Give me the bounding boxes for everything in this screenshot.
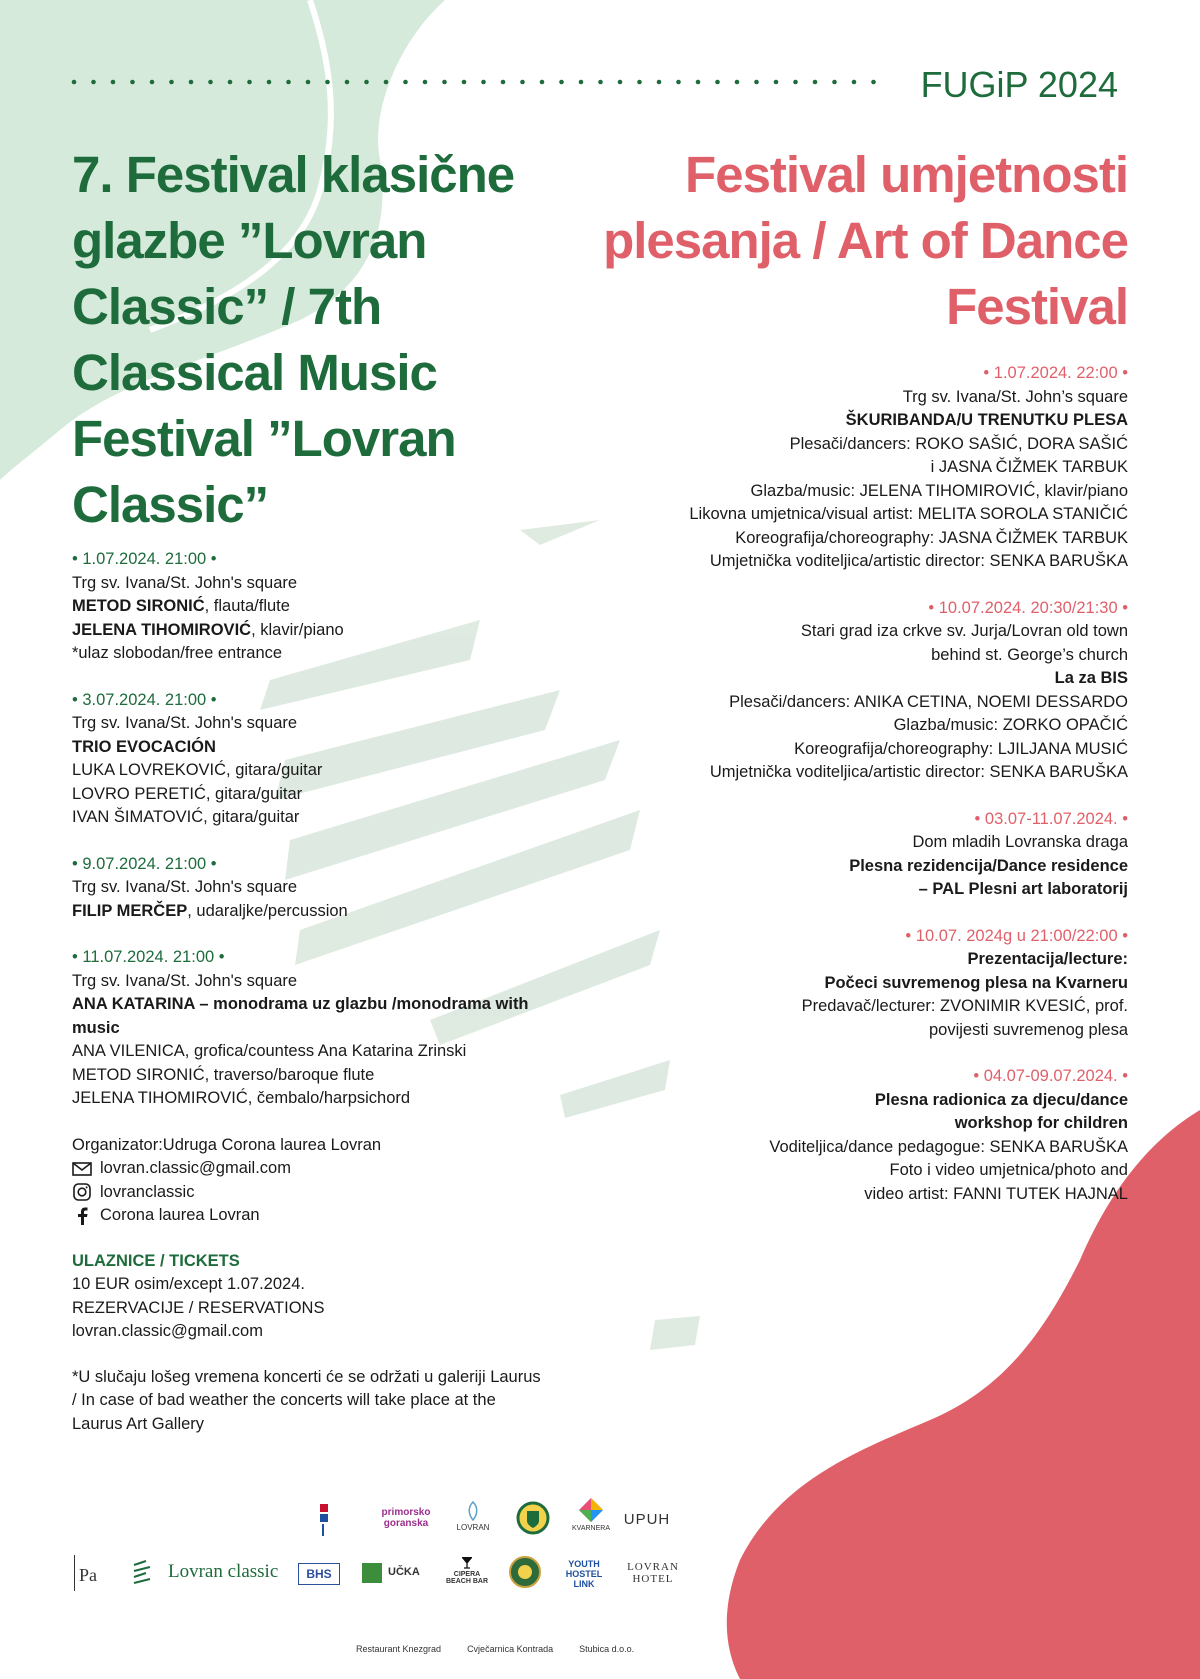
divider-dot [72,80,77,85]
kvarnera-logo [568,1497,614,1532]
performer-role: IVAN ŠIMATOVIĆ, gitara/guitar [72,808,300,826]
sponsor-name: Restaurant Knezgrad [356,1644,442,1654]
event-detail: Dom mladih Lovranska draga [912,833,1128,851]
facebook-row[interactable] [72,1204,542,1228]
primorsko-goranska-logo: primorsko goranska [381,1507,431,1529]
event-headline: Plesna radionica za djecu/dance [874,1090,1128,1109]
divider-dot [481,80,486,85]
event-headline: Počeci suvremenog plesa na Kvarneru [824,973,1128,992]
envelope-icon [72,1160,92,1178]
lovran-leaf-icon [466,1501,480,1521]
lovran-municipality-text: LOVRAN [456,1523,490,1532]
dance-events [568,362,1128,1206]
event-performer [72,806,542,830]
lovran-classic-logo [132,1555,279,1595]
performer-role: JELENA TIHOMIROVIĆ, čembalo/harpsichord [72,1089,411,1107]
lovran-hotel-logo: LOVRAN HOTEL [627,1561,679,1585]
divider-dot [267,80,272,85]
classical-festival-title: 7. Festival klasične glazbe ”Lovran Classic” / 7th Classical Music Festival ”Lovran Classic” [72,146,515,533]
round-emblem-logo [508,1555,542,1589]
divider-dot [208,80,213,85]
divider-dot [501,80,506,85]
lovran-classic-logo-text: Lovran classic [168,1561,279,1582]
divider-dot [540,80,545,85]
divider-dot [754,80,759,85]
event-detail: Umjetnička voditeljica/artistic director: SENKA BARUŠKA [709,763,1128,781]
event-date: • 11.07.2024. 21:00 • [72,948,225,966]
dance-program [568,362,1128,1229]
event-detail: behind st. George’s church [931,645,1128,664]
divider-dot [111,80,116,85]
divider-dot [520,80,525,85]
event-detail: Koreografija/choreography: LJILJANA MUSIĆ [794,739,1128,758]
instagram-row[interactable] [72,1181,542,1205]
divider-dot [325,80,330,85]
festival-brand: FUGiP 2024 [920,64,1118,105]
crest-logo [516,1501,550,1535]
event-performer [72,783,542,807]
event-performer [72,900,542,924]
cocktail-icon [462,1557,472,1569]
event-headline: Plesna rezidencija/Dance residence [849,856,1128,875]
lovran-municipality-logo [450,1501,496,1532]
event-detail: Likovna umjetnica/visual artist: MELITA SOROLA STANIČIĆ [689,505,1128,523]
lovran-classic-leaf-icon [132,1559,162,1589]
event-performer [72,619,542,643]
event-detail: Glazba/music: JELENA TIHOMIROVIĆ, klavir/piano [750,481,1128,500]
event-date: • 03.07-11.07.2024. • [974,809,1128,828]
divider-dot [306,80,311,85]
divider-dot [657,80,662,85]
event-date: • 1.07.2024. 22:00 • [983,364,1128,382]
logo-strip [70,1495,750,1645]
event-headline: ŠKURIBANDA/U TRENUTKU PLESA [845,411,1128,429]
event-detail: Koreografija/choreography: JASNA ČIŽMEK TARBUK [735,528,1128,547]
divider-dot [130,80,135,85]
performer-name: FILIP MERČEP [72,901,188,920]
performer-role: LOVRO PERETIĆ, gitara/guitar [72,784,303,803]
event-date: • 3.07.2024. 21:00 • [72,690,217,709]
divider-dot [384,80,389,85]
event-detail: i JASNA ČIŽMEK TARBUK [930,458,1128,476]
sponsor-name: Cvječarnica Kontrada [467,1644,554,1654]
event-venue: Trg sv. Ivana/St. John's square [72,971,298,990]
performer-name: METOD SIRONIĆ [72,597,205,615]
performer-role: LUKA LOVREKOVIĆ, gitara/guitar [72,761,323,779]
event-detail: Foto i video umjetnica/photo and [889,1161,1128,1179]
performer-name: JELENA TIHOMIROVIĆ [72,620,252,639]
concert-event [72,548,542,666]
performer-role: , klavir/piano [251,620,344,639]
performer-role: , flauta/flute [204,597,290,615]
event-venue: Trg sv. Ivana/St. John's square [72,714,298,732]
upuh-logo: UPUH [623,1511,671,1528]
event-detail: Umjetnička voditeljica/artistic director: SENKA BARUŠKA [709,552,1128,570]
performer-role: , udaraljke/percussion [187,901,348,920]
divider-dot [774,80,779,85]
organizer-text: Organizator:Udruga Corona laurea Lovran [72,1135,382,1154]
divider-dot [579,80,584,85]
performer-role: ANA VILENICA, grofica/countess Ana Katarina Zrinski [72,1042,467,1060]
divider-dot [189,80,194,85]
performer-role: METOD SIRONIĆ, traverso/baroque flute [72,1065,375,1084]
event-date: • 10.07. 2024g u 21:00/22:00 • [905,926,1128,945]
event-date: • 9.07.2024. 21:00 • [72,854,217,873]
divider-dot [345,80,350,85]
instagram-icon [72,1183,92,1201]
event-venue: Trg sv. Ivana/St. John's square [72,878,298,896]
event-detail: Plesači/dancers: ROKO SAŠIĆ, DORA SAŠIĆ [789,434,1128,453]
event-headline: workshop for children [954,1114,1128,1132]
event-detail: Voditeljica/dance pedagogue: SENKA BARUŠKA [769,1137,1128,1156]
concert-event [72,946,542,1111]
pa-logo-text: Pa [79,1565,97,1585]
event-venue: Trg sv. Ivana/St. John's square [72,573,298,592]
event-headline: – PAL Plesni art laboratorij [918,880,1128,898]
tickets-line: REZERVACIJE / RESERVATIONS [72,1298,325,1317]
tickets-heading: ULAZNICE / TICKETS [72,1251,240,1270]
facebook-icon [72,1207,92,1225]
dance-festival-title: Festival umjetnosti plesanja / Art of Dance Festival [603,146,1128,335]
divider-dot [735,80,740,85]
ucka-logo [362,1561,426,1585]
dance-event [568,925,1128,1043]
divider-dot [813,80,818,85]
event-performer [72,1040,542,1064]
event-headline: Prezentacija/lecture: [967,950,1128,968]
event-performer [72,1087,542,1111]
divider-dot [228,80,233,85]
sponsor-name: Stubica d.o.o. [579,1644,635,1654]
kvarnera-text: KVARNERA [572,1525,610,1532]
email-row[interactable] [72,1157,542,1181]
divider-dot [618,80,623,85]
dance-event [568,362,1128,574]
divider-dot [793,80,798,85]
concert-event [72,853,542,924]
event-detail: povijesti suvremenog plesa [928,1020,1128,1039]
event-detail: Stari grad iza crkve sv. Jurja/Lovran old town [800,622,1128,640]
event-detail: Plesači/dancers: ANIKA CETINA, NOEMI DESSARDO [729,692,1128,711]
event-performer [72,993,542,1040]
divider-dot [247,80,252,85]
divider-dot [286,80,291,85]
performer-name: ANA KATARINA – monodrama uz glazbu /monodrama with music [72,995,529,1037]
tickets-line: lovran.classic@gmail.com [72,1322,263,1340]
classical-program [72,548,542,1436]
event-detail: Predavač/lecturer: ZVONIMIR KVESIĆ, prof. [801,997,1128,1015]
event-performer [72,736,542,760]
divider-dot [442,80,447,85]
croatia-ministry-logo [320,1500,344,1540]
tickets-line: 10 EUR osim/except 1.07.2024. [72,1275,305,1293]
event-performer [72,1064,542,1088]
facebook-text[interactable]: Corona laurea Lovran [100,1206,260,1224]
divider-dot [462,80,467,85]
event-date: • 1.07.2024. 21:00 • [72,550,217,568]
event-headline: La za BIS [1054,669,1128,687]
divider-dot [559,80,564,85]
sponsor-names [356,1644,634,1654]
cipera-logo [442,1557,492,1585]
divider-dot [832,80,837,85]
bhs-logo: BHS [298,1563,340,1585]
pa-logo [74,1555,105,1591]
divider-dot [150,80,155,85]
event-detail: video artist: FANNI TUTEK HAJNAL [864,1184,1128,1203]
event-performer [72,595,542,619]
cipera-text: CIPERA BEACH BAR [446,1571,488,1585]
dance-event [568,1065,1128,1206]
event-performer [72,759,542,783]
youth-hostel-link-logo: YOUTH HOSTEL LINK [565,1559,603,1589]
tickets-block [72,1250,542,1344]
divider-dot [852,80,857,85]
instagram-text[interactable]: lovranclassic [100,1182,195,1201]
divider-dot [91,80,96,85]
divider-dot [403,80,408,85]
divider-dot [715,80,720,85]
divider-dot [169,80,174,85]
divider-dot [423,80,428,85]
event-date: • 04.07-09.07.2024. • [973,1067,1128,1085]
divider-dot [871,80,876,85]
divider-dot [676,80,681,85]
classical-events [72,548,542,1111]
event-detail: Glazba/music: ZORKO OPAČIĆ [893,716,1128,734]
ucka-text: UČKA [388,1566,420,1578]
dance-event [568,597,1128,785]
concert-event [72,689,542,830]
event-date: • 10.07.2024. 20:30/21:30 • [928,598,1128,617]
event-performer [72,642,542,666]
email-text[interactable]: lovran.classic@gmail.com [100,1159,291,1177]
event-detail: Trg sv. Ivana/St. John’s square [902,387,1128,406]
divider-dot [637,80,642,85]
performer-name: TRIO EVOCACIÓN [72,737,216,756]
divider-dot [598,80,603,85]
divider-dot [364,80,369,85]
dance-event [568,808,1128,902]
divider-dot [696,80,701,85]
dotted-divider [70,76,890,88]
performer-role: *ulaz slobodan/free entrance [72,644,283,662]
contact-block [72,1134,542,1228]
weather-note: *U slučaju lošeg vremena koncerti će se održati u galeriji Laurus / In case of bad weather the concerts will take place at the Laurus Art Gallery [72,1367,541,1433]
